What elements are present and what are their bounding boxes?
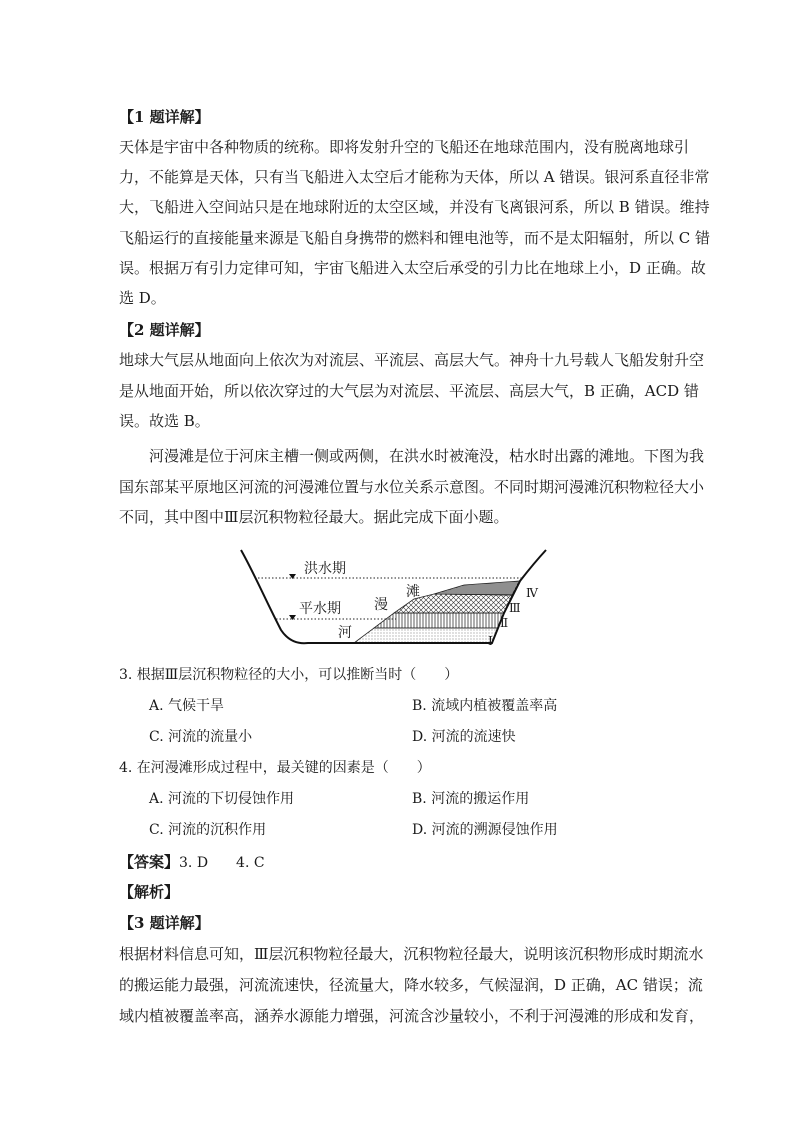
layer-4-label: Ⅳ [526,586,538,600]
floodplain-diagram [236,545,552,655]
he-label: 河 [338,625,352,641]
q4-option-a: A. 河流的下切侵蚀作用 [149,791,295,807]
q2-line: 误。故选 B。 [119,412,210,430]
layer-4-fill [434,581,520,595]
tan-label: 滩 [406,584,420,600]
answer-label: 【答案】 [119,853,180,871]
intro-line: 不同，其中图中Ⅲ层沉积物粒径最大。据此完成下面小题。 [119,508,509,526]
layer-1-fill [354,628,498,643]
q2-header: 【2 题详解】 [119,321,210,339]
q3-detail-line: 的搬运能力最强，河流流速快，径流量大，降水较多，气候湿润，D 正确，AC 错误；流 [119,976,703,994]
q3-option-d: D. 河流的流速快 [412,729,516,745]
man-label: 漫 [374,597,388,613]
answer-text: 3. D 4. C [179,855,265,871]
intro-line: 国东部某平原地区河流的河漫滩位置与水位关系示意图。不同时期河漫滩沉积物粒径大小 [119,478,705,496]
q3-detail-line: 根据材料信息可知，Ⅲ层沉积物粒径最大，沉积物粒径最大，说明该沉积物形成时期流水 [119,945,704,963]
layer-1-label: Ⅰ [488,634,493,648]
q1-line: 误。根据万有引力定律可知，宇宙飞船进入太空后承受的引力比在地球上小，D 正确。故 [119,259,706,277]
q3-option-a: A. 气候干旱 [149,698,225,714]
normal-label: 平水期 [299,601,341,617]
q1-line: 大，飞船进入空间站只是在地球附近的太空区域，并没有飞离银河系，所以 B 错误。维持 [119,198,710,216]
flood-label: 洪水期 [304,561,346,577]
q4-stem: 4. 在河漫滩形成过程中，最关键的因素是（ ） [119,760,431,776]
layer-3-label: Ⅲ [509,601,521,615]
q3-header: 【3 题详解】 [119,914,210,932]
q3-option-c: C. 河流的流量小 [149,729,253,745]
q4-option-b: B. 河流的搬运作用 [412,791,530,807]
q4-option-d: D. 河流的溯源侵蚀作用 [412,822,558,838]
q3-stem: 3. 根据Ⅲ层沉积物粒径的大小，可以推断当时（ ） [119,667,459,683]
q1-line: 选 D。 [119,289,166,307]
answer-row [119,852,265,873]
q1-line: 天体是宇宙中各种物质的统称。即将发射升空的飞船还在地球范围内，没有脱离地球引 [119,138,690,156]
q2-line: 是从地面开始，所以依次穿过的大气层为对流层、平流层、高层大气，B 正确，ACD 错 [119,382,699,400]
intro-line: 河漫滩是位于河床主槽一侧或两侧，在洪水时被淹没，枯水时出露的滩地。下图为我 [149,447,705,465]
q4-option-c: C. 河流的沉积作用 [149,822,267,838]
q1-header: 【1 题详解】 [119,108,210,126]
q3-option-b: B. 流域内植被覆盖率高 [412,698,558,714]
q1-line: 力，不能算是天体，只有当飞船进入太空后才能称为天体，所以 A 错误。银河系直径非常 [119,168,710,186]
analysis-label: 【解析】 [119,883,180,901]
q2-line: 地球大气层从地面向上依次为对流层、平流层、高层大气。神舟十九号载人飞船发射升空 [119,351,705,369]
q3-detail-line: 域内植被覆盖率高，涵养水源能力增强，河流含沙量较小，不利于河漫滩的形成和发育， [119,1007,705,1025]
layer-2-label: Ⅱ [500,616,509,630]
q1-line: 飞船运行的直接能量来源是飞船自身携带的燃料和锂电池等，而不是太阳辐射，所以 C 错 [119,229,711,247]
layer-2-fill [374,613,504,628]
